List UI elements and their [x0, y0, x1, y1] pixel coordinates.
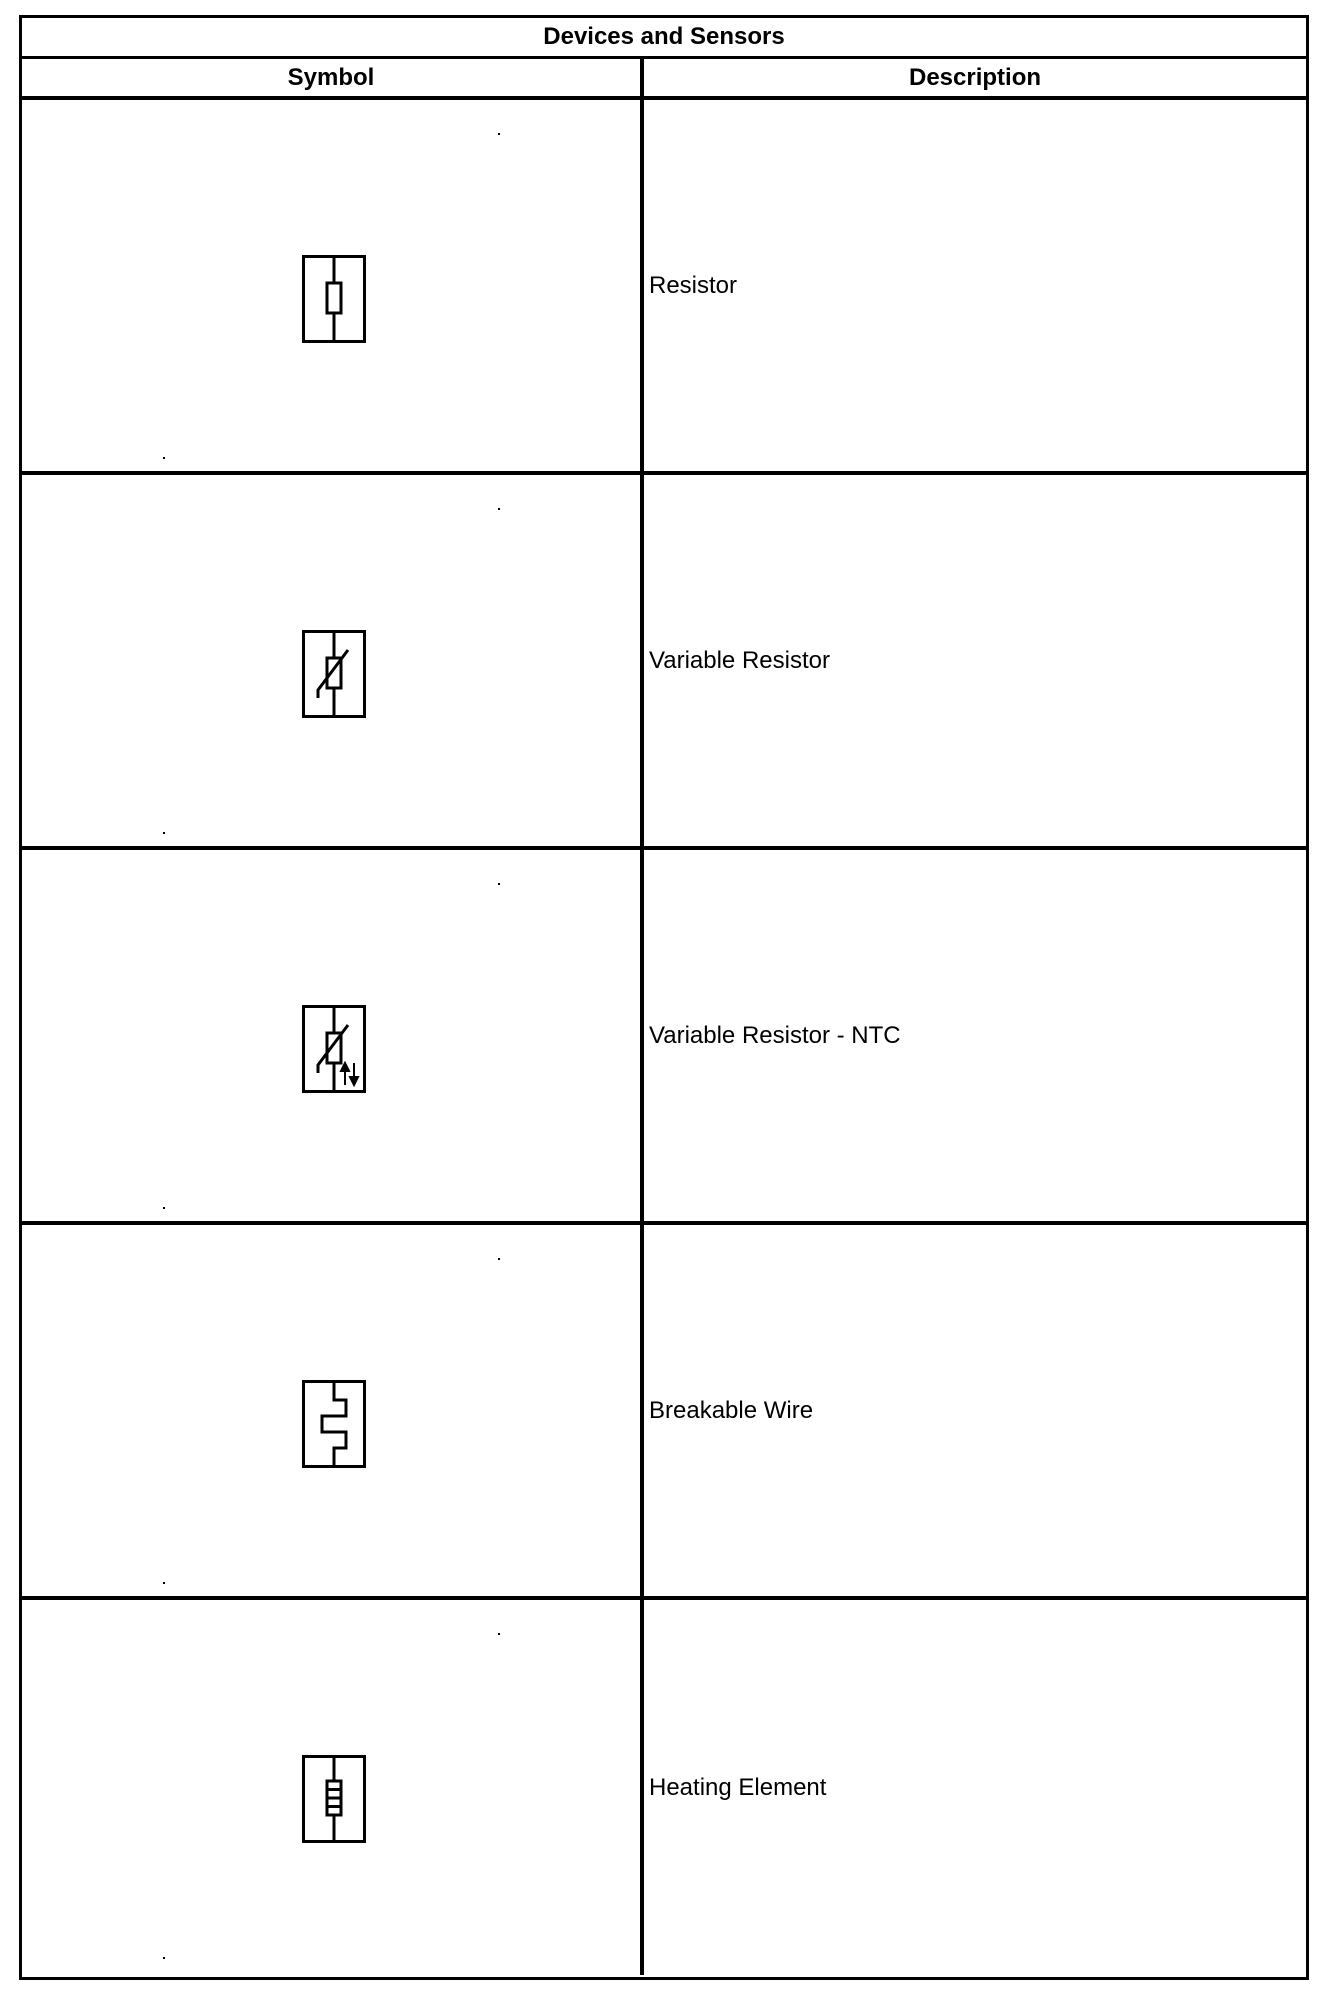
- table-row: [22, 100, 1306, 475]
- symbol-cell: [22, 1225, 644, 1596]
- table-row: [22, 1600, 1306, 1975]
- table-row: [22, 1225, 1306, 1600]
- header-row: [22, 59, 1306, 100]
- description-column-header: Description: [908, 63, 1042, 91]
- variable-resistor-icon: [302, 630, 366, 718]
- stray-dot: [498, 133, 500, 135]
- devices-sensors-table: [19, 15, 1309, 1980]
- heating-element-icon: [302, 1755, 366, 1843]
- stray-dot: [498, 883, 500, 885]
- description-cell: Variable Resistor: [649, 646, 830, 674]
- symbol-cell: [22, 1600, 644, 1975]
- table-title: Devices and Sensors: [22, 18, 1306, 59]
- stray-dot: [498, 1258, 500, 1260]
- stray-dot: [163, 457, 165, 459]
- description-cell: Breakable Wire: [649, 1396, 814, 1424]
- resistor-icon: [302, 255, 366, 343]
- description-cell: Variable Resistor - NTC: [649, 1021, 901, 1049]
- stray-dot: [163, 832, 165, 834]
- symbol-cell: [22, 850, 644, 1221]
- breakable-wire-icon: [302, 1380, 366, 1468]
- description-cell: Resistor: [649, 271, 738, 299]
- variable-resistor-ntc-icon: [302, 1005, 366, 1093]
- stray-dot: [163, 1957, 165, 1959]
- description-cell: Heating Element: [649, 1773, 827, 1801]
- table-body: [22, 100, 1306, 1977]
- stray-dot: [163, 1207, 165, 1209]
- stray-dot: [498, 508, 500, 510]
- symbol-cell: [22, 100, 644, 471]
- stray-dot: [163, 1582, 165, 1584]
- table-row: [22, 850, 1306, 1225]
- symbol-cell: [22, 475, 644, 846]
- stray-dot: [498, 1633, 500, 1635]
- symbol-column-header: Symbol: [22, 59, 644, 96]
- table-row: [22, 475, 1306, 850]
